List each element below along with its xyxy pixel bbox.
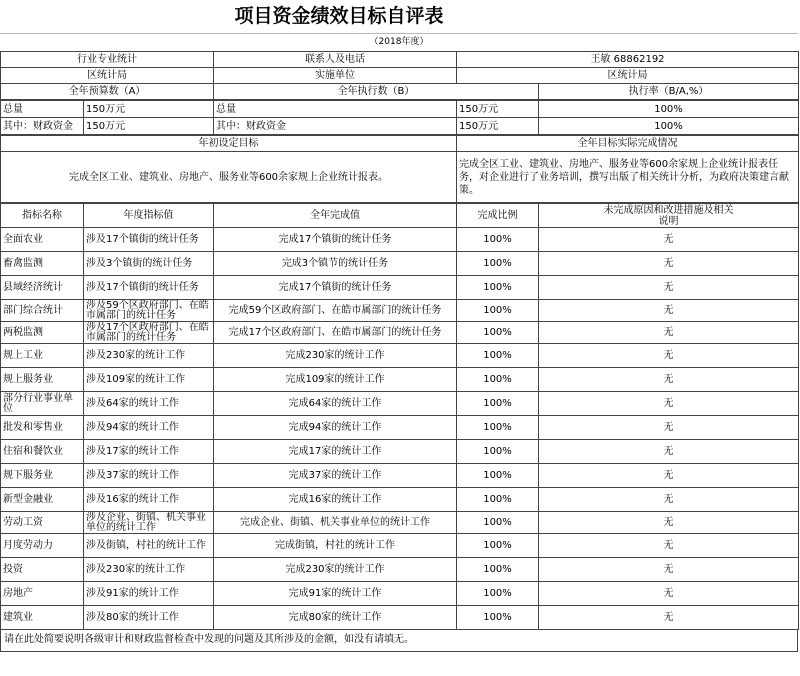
ratio-cell: 100% bbox=[457, 368, 539, 392]
table-row bbox=[1, 558, 799, 582]
reason-cell: 无 bbox=[539, 606, 799, 630]
indicator-rows bbox=[1, 228, 799, 630]
ratio-cell: 100% bbox=[457, 252, 539, 276]
ratio-cell: 100% bbox=[457, 558, 539, 582]
ratio-cell: 100% bbox=[457, 582, 539, 606]
annual-done-cell: 完成街镇，村社的统计工作 bbox=[214, 534, 457, 558]
annual-done-cell: 完成59个区政府部门、在皓市属部门的统计任务 bbox=[214, 300, 457, 322]
header-indicator-name: 指标名称 bbox=[1, 204, 84, 228]
indicator-name-cell: 批发和零售业 bbox=[1, 416, 84, 440]
annual-target-cell: 涉及94家的统计工作 bbox=[84, 416, 214, 440]
annual-target-cell: 涉及街镇，村社的统计工作 bbox=[84, 534, 214, 558]
header-ratio: 完成比例 bbox=[457, 204, 539, 228]
annual-target-cell: 涉及91家的统计工作 bbox=[84, 582, 214, 606]
initial-goal-text: 完成全区工业、建筑业、房地产、服务业等600余家规上企业统计报表。 bbox=[1, 152, 457, 203]
actual-goal-label: 全年目标实际完成情况 bbox=[457, 136, 799, 152]
reason-cell: 无 bbox=[539, 464, 799, 488]
reason-cell: 无 bbox=[539, 252, 799, 276]
annual-target-cell: 涉及3个镇街的统计任务 bbox=[84, 252, 214, 276]
table-row bbox=[1, 322, 799, 344]
ratio-cell: 100% bbox=[457, 512, 539, 534]
annual-target-cell: 涉及80家的统计工作 bbox=[84, 606, 214, 630]
table-row bbox=[1, 344, 799, 368]
indicator-name-cell: 规上工业 bbox=[1, 344, 84, 368]
table-row bbox=[1, 392, 799, 416]
indicator-header-row bbox=[1, 204, 799, 228]
fin-label: 其中：财政资金 bbox=[1, 118, 84, 135]
header-annual-target: 年度指标值 bbox=[84, 204, 214, 228]
annual-budget-label: 全年预算数（A） bbox=[1, 84, 214, 100]
initial-goal-label: 年初设定目标 bbox=[1, 136, 457, 152]
indicator-name-cell: 新型金融业 bbox=[1, 488, 84, 512]
annual-target-cell: 涉及230家的统计工作 bbox=[84, 344, 214, 368]
annual-done-cell: 完成企业、街镇、机关事业单位的统计工作 bbox=[214, 512, 457, 534]
annual-done-cell: 完成3个镇节的统计任务 bbox=[214, 252, 457, 276]
ratio-cell: 100% bbox=[457, 440, 539, 464]
reason-cell: 无 bbox=[539, 488, 799, 512]
indicator-name-cell: 部分行业事业单位 bbox=[1, 392, 84, 416]
annual-target-cell: 涉及37家的统计工作 bbox=[84, 464, 214, 488]
indicator-name-cell: 投资 bbox=[1, 558, 84, 582]
header-reason: 未完成原因和改进措施及相关说明 bbox=[539, 204, 799, 228]
fin-rate-value: 100% bbox=[539, 118, 799, 135]
actual-goal-text: 完成全区工业、建筑业、房地产、服务业等600余家规上企业统计报表任务，对企业进行了业务培训，撰写出版了相关统计分析，为政府决策建言献策。 bbox=[457, 152, 799, 203]
annual-target-cell: 涉及16家的统计工作 bbox=[84, 488, 214, 512]
annual-target-cell: 涉及17个镇街的统计任务 bbox=[84, 228, 214, 252]
annual-done-cell: 完成16家的统计工作 bbox=[214, 488, 457, 512]
total-exec-value: 150万元 bbox=[457, 101, 539, 118]
annual-target-cell: 涉及59个区政府部门、在皓市属部门的统计任务 bbox=[84, 300, 214, 322]
table-row bbox=[1, 416, 799, 440]
indicator-table bbox=[0, 203, 799, 630]
indicator-name-cell: 房地产 bbox=[1, 582, 84, 606]
reason-cell: 无 bbox=[539, 392, 799, 416]
ratio-cell: 100% bbox=[457, 322, 539, 344]
table-row bbox=[1, 582, 799, 606]
reason-cell: 无 bbox=[539, 368, 799, 392]
indicator-name-cell: 劳动工资 bbox=[1, 512, 84, 534]
table-row bbox=[1, 252, 799, 276]
table-row bbox=[1, 228, 799, 252]
total-label: 总量 bbox=[1, 101, 84, 118]
table-row bbox=[1, 368, 799, 392]
goals-table bbox=[0, 135, 799, 203]
header-table bbox=[0, 51, 799, 100]
reason-cell: 无 bbox=[539, 440, 799, 464]
table-row bbox=[1, 464, 799, 488]
reason-cell: 无 bbox=[539, 300, 799, 322]
impl-label: 实施单位 bbox=[214, 68, 457, 84]
annual-target-cell: 涉及64家的统计工作 bbox=[84, 392, 214, 416]
annual-done-cell: 完成64家的统计工作 bbox=[214, 392, 457, 416]
indicator-name-cell: 月度劳动力 bbox=[1, 534, 84, 558]
ratio-cell: 100% bbox=[457, 488, 539, 512]
reason-cell: 无 bbox=[539, 228, 799, 252]
total-label-2: 总量 bbox=[214, 101, 457, 118]
ratio-cell: 100% bbox=[457, 416, 539, 440]
annual-done-cell: 完成80家的统计工作 bbox=[214, 606, 457, 630]
industry-label: 行业专业统计 bbox=[1, 52, 214, 68]
indicator-name-cell: 住宿和餐饮业 bbox=[1, 440, 84, 464]
page-title: 项目资金绩效目标自评表 bbox=[234, 5, 444, 27]
reason-cell: 无 bbox=[539, 344, 799, 368]
annual-target-cell: 涉及230家的统计工作 bbox=[84, 558, 214, 582]
annual-done-cell: 完成109家的统计工作 bbox=[214, 368, 457, 392]
ratio-cell: 100% bbox=[457, 228, 539, 252]
reason-cell: 无 bbox=[539, 416, 799, 440]
impl-value: 区统计局 bbox=[457, 68, 799, 84]
table-row bbox=[1, 512, 799, 534]
indicator-name-cell: 规下服务业 bbox=[1, 464, 84, 488]
indicator-name-cell: 部门综合统计 bbox=[1, 300, 84, 322]
annual-target-cell: 涉及17个镇街的统计任务 bbox=[84, 276, 214, 300]
ratio-cell: 100% bbox=[457, 606, 539, 630]
table-row bbox=[1, 606, 799, 630]
annual-done-cell: 完成17个区政府部门、在皓市属部门的统计任务 bbox=[214, 322, 457, 344]
year-label: （2018年度） bbox=[0, 33, 798, 51]
total-budget-value: 150万元 bbox=[84, 101, 214, 118]
table-row bbox=[1, 488, 799, 512]
ratio-cell: 100% bbox=[457, 534, 539, 558]
fin-label-2: 其中：财政资金 bbox=[214, 118, 457, 135]
reason-cell: 无 bbox=[539, 276, 799, 300]
annual-done-cell: 完成17个镇街的统计任务 bbox=[214, 276, 457, 300]
total-rate-value: 100% bbox=[539, 101, 799, 118]
table-row bbox=[1, 300, 799, 322]
contact-label: 联系人及电话 bbox=[214, 52, 457, 68]
reason-cell: 无 bbox=[539, 512, 799, 534]
fin-exec-value: 150万元 bbox=[457, 118, 539, 135]
reason-cell: 无 bbox=[539, 534, 799, 558]
reason-cell: 无 bbox=[539, 322, 799, 344]
reason-cell: 无 bbox=[539, 582, 799, 606]
annual-done-cell: 完成17个镇街的统计任务 bbox=[214, 228, 457, 252]
table-row bbox=[1, 534, 799, 558]
table-row bbox=[1, 440, 799, 464]
annual-target-cell: 涉及企业、街镇、机关事业单位的统计工作 bbox=[84, 512, 214, 534]
indicator-name-cell: 建筑业 bbox=[1, 606, 84, 630]
ratio-cell: 100% bbox=[457, 276, 539, 300]
annual-done-cell: 完成230家的统计工作 bbox=[214, 558, 457, 582]
annual-done-cell: 完成94家的统计工作 bbox=[214, 416, 457, 440]
budget-table bbox=[0, 100, 799, 135]
indicator-name-cell: 县域经济统计 bbox=[1, 276, 84, 300]
annual-target-cell: 涉及17个区政府部门、在皓市属部门的统计任务 bbox=[84, 322, 214, 344]
exec-rate-label: 执行率（B/A,%） bbox=[539, 84, 799, 100]
indicator-name-cell: 畜禽监测 bbox=[1, 252, 84, 276]
table-row bbox=[1, 276, 799, 300]
fin-budget-value: 150万元 bbox=[84, 118, 214, 135]
footer-note: 请在此处简要说明各级审计和财政监督检查中发现的问题及其所涉及的金额，如没有请填无。 bbox=[0, 630, 798, 652]
annual-target-cell: 涉及109家的统计工作 bbox=[84, 368, 214, 392]
annual-exec-label: 全年执行数（B） bbox=[214, 84, 539, 100]
annual-done-cell: 完成230家的统计工作 bbox=[214, 344, 457, 368]
annual-target-cell: 涉及17家的统计工作 bbox=[84, 440, 214, 464]
dept-label: 区统计局 bbox=[1, 68, 214, 84]
indicator-name-cell: 规上服务业 bbox=[1, 368, 84, 392]
indicator-name-cell: 两税监测 bbox=[1, 322, 84, 344]
ratio-cell: 100% bbox=[457, 464, 539, 488]
indicator-name-cell: 全面农业 bbox=[1, 228, 84, 252]
annual-done-cell: 完成91家的统计工作 bbox=[214, 582, 457, 606]
ratio-cell: 100% bbox=[457, 392, 539, 416]
annual-done-cell: 完成37家的统计工作 bbox=[214, 464, 457, 488]
contact-value: 王敏 68862192 bbox=[457, 52, 799, 68]
ratio-cell: 100% bbox=[457, 344, 539, 368]
annual-done-cell: 完成17家的统计工作 bbox=[214, 440, 457, 464]
ratio-cell: 100% bbox=[457, 300, 539, 322]
header-annual-done: 全年完成值 bbox=[214, 204, 457, 228]
reason-cell: 无 bbox=[539, 558, 799, 582]
